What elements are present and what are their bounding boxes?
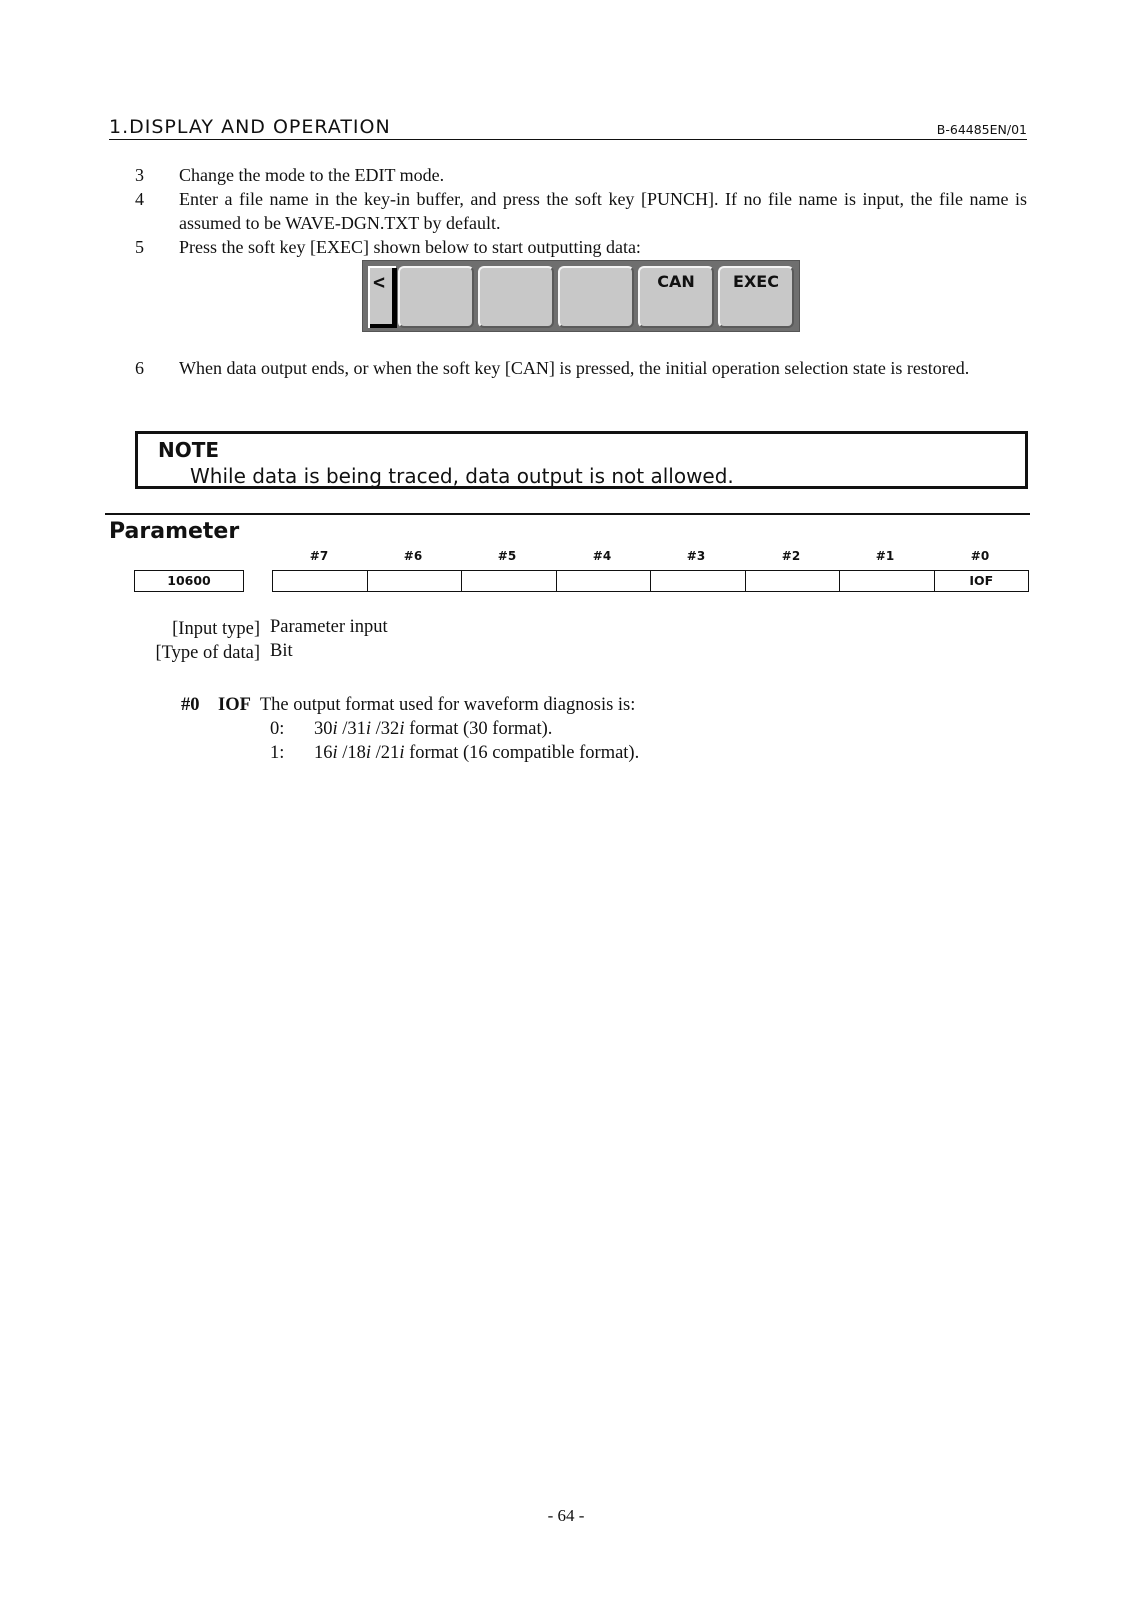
softkey-return[interactable]	[368, 266, 396, 328]
bit-label: #7	[309, 549, 329, 563]
softkey-exec[interactable]	[718, 266, 794, 328]
note-title: NOTE	[158, 438, 220, 462]
input-type-value: Parameter input	[270, 617, 388, 637]
chevron-left-icon: <	[373, 270, 386, 294]
bit-cell	[840, 571, 935, 591]
softkey-2[interactable]	[478, 266, 554, 328]
softkey-label: CAN	[657, 272, 695, 291]
bit-label: #2	[781, 549, 801, 563]
softkey-label: EXEC	[733, 272, 779, 291]
section-title: 1.DISPLAY AND OPERATION	[109, 116, 391, 138]
bit-label: #4	[592, 549, 612, 563]
softkey-1[interactable]	[398, 266, 474, 328]
step-number: 5	[135, 237, 144, 257]
bit-cell	[651, 571, 746, 591]
bit-cell	[557, 571, 652, 591]
bit-label: #0	[970, 549, 990, 563]
note-box	[135, 431, 1028, 489]
bit-cell	[462, 571, 557, 591]
bit-cell	[368, 571, 463, 591]
bit-label: #6	[403, 549, 423, 563]
bit-number: #0	[181, 695, 200, 715]
parameter-number: 10600	[134, 570, 244, 592]
bit-description	[181, 693, 635, 717]
option-1: 1: 16i /18i /21i format (16 compatible format).	[270, 743, 640, 763]
step-number: 4	[135, 189, 144, 209]
step-text: When data output ends, or when the soft key [CAN] is pressed, the initial operation selection state is restored.	[179, 358, 970, 378]
section-divider	[105, 513, 1030, 515]
bit-label: #3	[686, 549, 706, 563]
bit-label: #5	[497, 549, 517, 563]
parameter-bit-table	[272, 570, 1029, 592]
bit-cell	[273, 571, 368, 591]
bit-cell-iof: IOF	[969, 573, 994, 588]
bit-description-text: The output format used for waveform diagnosis is:	[259, 695, 636, 715]
softkey-can[interactable]	[638, 266, 714, 328]
bit-cell	[746, 571, 841, 591]
softkey-bar	[362, 260, 800, 332]
step-text: Press the soft key [EXEC] shown below to start outputting data:	[179, 237, 641, 257]
bit-label: #1	[875, 549, 895, 563]
page-header	[109, 117, 1027, 140]
step-number: 6	[135, 358, 144, 378]
option-0: 0: 30i /31i /32i format (30 format).	[270, 719, 553, 739]
step-text: Enter a file name in the key-in buffer, and press the soft key [PUNCH]. If no file name is input, the file name is assumed to be WAVE-DGN.TXT by default.	[179, 189, 1027, 233]
page-number: - 64 -	[547, 1506, 585, 1525]
step-number: 3	[135, 165, 144, 185]
softkey-3[interactable]	[558, 266, 634, 328]
note-body: While data is being traced, data output is not allowed.	[190, 464, 734, 488]
step-text: Change the mode to the EDIT mode.	[179, 165, 445, 185]
bit-name: IOF	[218, 695, 251, 715]
document-code: B-64485EN/01	[936, 122, 1027, 137]
data-type-value: Bit	[270, 641, 293, 661]
parameter-heading: Parameter	[109, 519, 240, 544]
